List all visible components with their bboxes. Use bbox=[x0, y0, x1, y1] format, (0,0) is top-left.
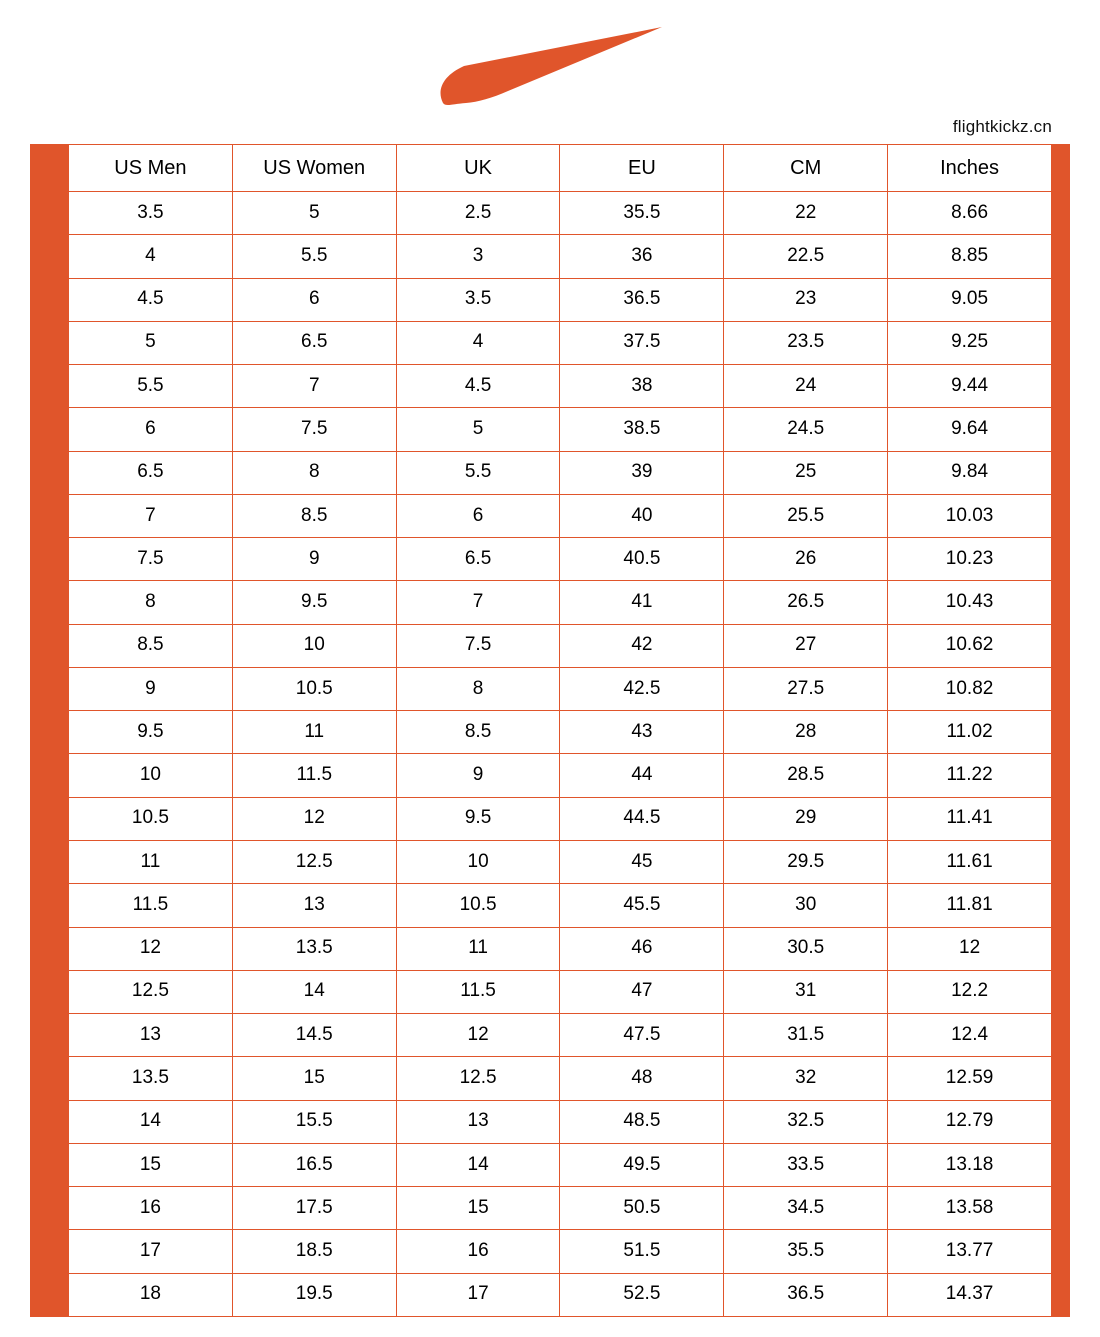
table-row bbox=[69, 321, 1052, 364]
cell-uk: 15 bbox=[396, 1187, 560, 1230]
cell-uk: 12.5 bbox=[396, 1057, 560, 1100]
cell-us-women: 12 bbox=[232, 797, 396, 840]
cell-inches: 10.23 bbox=[888, 538, 1052, 581]
cell-eu: 37.5 bbox=[560, 321, 724, 364]
table-row bbox=[69, 278, 1052, 321]
cell-inches: 9.44 bbox=[888, 365, 1052, 408]
cell-uk: 3.5 bbox=[396, 278, 560, 321]
table-row bbox=[69, 927, 1052, 970]
cell-uk: 17 bbox=[396, 1273, 560, 1316]
cell-eu: 38.5 bbox=[560, 408, 724, 451]
cell-cm: 25.5 bbox=[724, 494, 888, 537]
table-body bbox=[69, 192, 1052, 1317]
cell-us-men: 8.5 bbox=[69, 624, 233, 667]
cell-eu: 39 bbox=[560, 451, 724, 494]
cell-inches: 9.64 bbox=[888, 408, 1052, 451]
cell-us-men: 6.5 bbox=[69, 451, 233, 494]
cell-inches: 8.66 bbox=[888, 192, 1052, 235]
cell-us-men: 12 bbox=[69, 927, 233, 970]
table-row bbox=[69, 754, 1052, 797]
cell-eu: 35.5 bbox=[560, 192, 724, 235]
cell-eu: 44 bbox=[560, 754, 724, 797]
cell-us-men: 12.5 bbox=[69, 970, 233, 1013]
cell-inches: 10.43 bbox=[888, 581, 1052, 624]
cell-cm: 27.5 bbox=[724, 667, 888, 710]
cell-us-women: 10.5 bbox=[232, 667, 396, 710]
nike-swoosh-logo-icon bbox=[430, 25, 670, 111]
cell-cm: 24.5 bbox=[724, 408, 888, 451]
table-row bbox=[69, 1230, 1052, 1273]
cell-us-men: 10 bbox=[69, 754, 233, 797]
cell-cm: 32 bbox=[724, 1057, 888, 1100]
cell-cm: 31 bbox=[724, 970, 888, 1013]
cell-eu: 40.5 bbox=[560, 538, 724, 581]
cell-us-men: 6 bbox=[69, 408, 233, 451]
cell-us-men: 15 bbox=[69, 1143, 233, 1186]
cell-cm: 30.5 bbox=[724, 927, 888, 970]
cell-cm: 23.5 bbox=[724, 321, 888, 364]
cell-us-men: 7.5 bbox=[69, 538, 233, 581]
column-header-uk: UK bbox=[396, 145, 560, 192]
table-row bbox=[69, 840, 1052, 883]
table-row bbox=[69, 235, 1052, 278]
cell-cm: 22 bbox=[724, 192, 888, 235]
cell-inches: 12.79 bbox=[888, 1100, 1052, 1143]
cell-uk: 8.5 bbox=[396, 711, 560, 754]
table-row bbox=[69, 970, 1052, 1013]
cell-eu: 51.5 bbox=[560, 1230, 724, 1273]
table-row bbox=[69, 1057, 1052, 1100]
cell-us-women: 5 bbox=[232, 192, 396, 235]
table-row bbox=[69, 1143, 1052, 1186]
table-row bbox=[69, 797, 1052, 840]
cell-inches: 9.84 bbox=[888, 451, 1052, 494]
cell-us-men: 9.5 bbox=[69, 711, 233, 754]
cell-uk: 2.5 bbox=[396, 192, 560, 235]
cell-cm: 27 bbox=[724, 624, 888, 667]
cell-us-men: 16 bbox=[69, 1187, 233, 1230]
column-header-inches: Inches bbox=[888, 145, 1052, 192]
cell-eu: 47 bbox=[560, 970, 724, 1013]
cell-eu: 43 bbox=[560, 711, 724, 754]
table-header bbox=[69, 145, 1052, 192]
cell-us-men: 8 bbox=[69, 581, 233, 624]
size-chart-inner bbox=[68, 144, 1052, 1317]
cell-cm: 29.5 bbox=[724, 840, 888, 883]
cell-uk: 11 bbox=[396, 927, 560, 970]
cell-us-women: 15 bbox=[232, 1057, 396, 1100]
cell-uk: 3 bbox=[396, 235, 560, 278]
cell-uk: 16 bbox=[396, 1230, 560, 1273]
cell-us-women: 6.5 bbox=[232, 321, 396, 364]
table-row bbox=[69, 1187, 1052, 1230]
cell-us-women: 6 bbox=[232, 278, 396, 321]
table-row bbox=[69, 408, 1052, 451]
cell-cm: 28 bbox=[724, 711, 888, 754]
cell-us-men: 4.5 bbox=[69, 278, 233, 321]
cell-us-men: 7 bbox=[69, 494, 233, 537]
cell-us-men: 3.5 bbox=[69, 192, 233, 235]
table-header-row bbox=[69, 145, 1052, 192]
cell-cm: 31.5 bbox=[724, 1014, 888, 1057]
cell-inches: 9.05 bbox=[888, 278, 1052, 321]
cell-eu: 47.5 bbox=[560, 1014, 724, 1057]
cell-cm: 23 bbox=[724, 278, 888, 321]
cell-us-women: 5.5 bbox=[232, 235, 396, 278]
cell-uk: 10.5 bbox=[396, 884, 560, 927]
cell-cm: 26.5 bbox=[724, 581, 888, 624]
cell-inches: 13.58 bbox=[888, 1187, 1052, 1230]
cell-cm: 25 bbox=[724, 451, 888, 494]
cell-uk: 7 bbox=[396, 581, 560, 624]
cell-uk: 4.5 bbox=[396, 365, 560, 408]
cell-inches: 8.85 bbox=[888, 235, 1052, 278]
cell-us-women: 14.5 bbox=[232, 1014, 396, 1057]
cell-inches: 11.61 bbox=[888, 840, 1052, 883]
cell-eu: 49.5 bbox=[560, 1143, 724, 1186]
cell-eu: 48 bbox=[560, 1057, 724, 1100]
cell-eu: 46 bbox=[560, 927, 724, 970]
cell-us-women: 7 bbox=[232, 365, 396, 408]
cell-inches: 12.59 bbox=[888, 1057, 1052, 1100]
cell-us-women: 8 bbox=[232, 451, 396, 494]
cell-cm: 32.5 bbox=[724, 1100, 888, 1143]
cell-eu: 42.5 bbox=[560, 667, 724, 710]
cell-cm: 33.5 bbox=[724, 1143, 888, 1186]
cell-us-women: 14 bbox=[232, 970, 396, 1013]
cell-eu: 40 bbox=[560, 494, 724, 537]
cell-us-men: 13 bbox=[69, 1014, 233, 1057]
cell-us-women: 13 bbox=[232, 884, 396, 927]
brand-logo bbox=[0, 18, 1100, 118]
table-row bbox=[69, 884, 1052, 927]
cell-us-women: 9 bbox=[232, 538, 396, 581]
cell-us-men: 11 bbox=[69, 840, 233, 883]
cell-us-women: 15.5 bbox=[232, 1100, 396, 1143]
cell-inches: 11.22 bbox=[888, 754, 1052, 797]
cell-uk: 14 bbox=[396, 1143, 560, 1186]
cell-us-men: 4 bbox=[69, 235, 233, 278]
cell-uk: 6 bbox=[396, 494, 560, 537]
cell-us-men: 10.5 bbox=[69, 797, 233, 840]
cell-us-women: 11 bbox=[232, 711, 396, 754]
cell-eu: 42 bbox=[560, 624, 724, 667]
cell-us-men: 14 bbox=[69, 1100, 233, 1143]
cell-us-men: 5 bbox=[69, 321, 233, 364]
cell-us-men: 11.5 bbox=[69, 884, 233, 927]
table-row bbox=[69, 1014, 1052, 1057]
cell-uk: 5 bbox=[396, 408, 560, 451]
table-row bbox=[69, 451, 1052, 494]
cell-cm: 35.5 bbox=[724, 1230, 888, 1273]
cell-us-women: 17.5 bbox=[232, 1187, 396, 1230]
cell-cm: 36.5 bbox=[724, 1273, 888, 1316]
table-row bbox=[69, 192, 1052, 235]
column-header-eu: EU bbox=[560, 145, 724, 192]
cell-eu: 50.5 bbox=[560, 1187, 724, 1230]
cell-uk: 10 bbox=[396, 840, 560, 883]
cell-us-men: 17 bbox=[69, 1230, 233, 1273]
cell-uk: 7.5 bbox=[396, 624, 560, 667]
cell-us-women: 9.5 bbox=[232, 581, 396, 624]
size-conversion-table bbox=[68, 144, 1052, 1317]
cell-us-women: 11.5 bbox=[232, 754, 396, 797]
cell-eu: 38 bbox=[560, 365, 724, 408]
cell-us-women: 7.5 bbox=[232, 408, 396, 451]
cell-eu: 36.5 bbox=[560, 278, 724, 321]
table-row bbox=[69, 667, 1052, 710]
table-row bbox=[69, 1100, 1052, 1143]
cell-inches: 11.81 bbox=[888, 884, 1052, 927]
cell-uk: 4 bbox=[396, 321, 560, 364]
cell-us-men: 13.5 bbox=[69, 1057, 233, 1100]
cell-cm: 34.5 bbox=[724, 1187, 888, 1230]
cell-us-women: 13.5 bbox=[232, 927, 396, 970]
cell-us-women: 16.5 bbox=[232, 1143, 396, 1186]
cell-uk: 13 bbox=[396, 1100, 560, 1143]
table-row bbox=[69, 581, 1052, 624]
size-chart-frame bbox=[30, 144, 1070, 1317]
table-row bbox=[69, 711, 1052, 754]
cell-cm: 22.5 bbox=[724, 235, 888, 278]
table-row bbox=[69, 1273, 1052, 1316]
cell-inches: 12.2 bbox=[888, 970, 1052, 1013]
cell-eu: 41 bbox=[560, 581, 724, 624]
cell-inches: 13.18 bbox=[888, 1143, 1052, 1186]
column-header-us-women: US Women bbox=[232, 145, 396, 192]
cell-us-men: 9 bbox=[69, 667, 233, 710]
cell-us-women: 10 bbox=[232, 624, 396, 667]
column-header-us-men: US Men bbox=[69, 145, 233, 192]
cell-eu: 48.5 bbox=[560, 1100, 724, 1143]
cell-uk: 8 bbox=[396, 667, 560, 710]
cell-uk: 12 bbox=[396, 1014, 560, 1057]
cell-inches: 11.02 bbox=[888, 711, 1052, 754]
table-row bbox=[69, 624, 1052, 667]
table-row bbox=[69, 494, 1052, 537]
cell-cm: 29 bbox=[724, 797, 888, 840]
cell-us-men: 5.5 bbox=[69, 365, 233, 408]
table-row bbox=[69, 365, 1052, 408]
cell-eu: 52.5 bbox=[560, 1273, 724, 1316]
cell-uk: 5.5 bbox=[396, 451, 560, 494]
cell-uk: 9 bbox=[396, 754, 560, 797]
cell-inches: 14.37 bbox=[888, 1273, 1052, 1316]
cell-us-women: 19.5 bbox=[232, 1273, 396, 1316]
column-header-cm: CM bbox=[724, 145, 888, 192]
cell-inches: 10.03 bbox=[888, 494, 1052, 537]
cell-inches: 13.77 bbox=[888, 1230, 1052, 1273]
cell-cm: 28.5 bbox=[724, 754, 888, 797]
cell-inches: 11.41 bbox=[888, 797, 1052, 840]
cell-eu: 44.5 bbox=[560, 797, 724, 840]
cell-uk: 6.5 bbox=[396, 538, 560, 581]
cell-eu: 36 bbox=[560, 235, 724, 278]
cell-uk: 9.5 bbox=[396, 797, 560, 840]
cell-us-women: 12.5 bbox=[232, 840, 396, 883]
cell-inches: 10.62 bbox=[888, 624, 1052, 667]
cell-inches: 12.4 bbox=[888, 1014, 1052, 1057]
cell-eu: 45 bbox=[560, 840, 724, 883]
table-row bbox=[69, 538, 1052, 581]
cell-cm: 26 bbox=[724, 538, 888, 581]
cell-eu: 45.5 bbox=[560, 884, 724, 927]
cell-us-women: 8.5 bbox=[232, 494, 396, 537]
cell-us-men: 18 bbox=[69, 1273, 233, 1316]
cell-inches: 9.25 bbox=[888, 321, 1052, 364]
cell-uk: 11.5 bbox=[396, 970, 560, 1013]
cell-inches: 10.82 bbox=[888, 667, 1052, 710]
watermark-text: flightkickz.cn bbox=[952, 117, 1052, 136]
cell-cm: 30 bbox=[724, 884, 888, 927]
cell-cm: 24 bbox=[724, 365, 888, 408]
cell-inches: 12 bbox=[888, 927, 1052, 970]
cell-us-women: 18.5 bbox=[232, 1230, 396, 1273]
